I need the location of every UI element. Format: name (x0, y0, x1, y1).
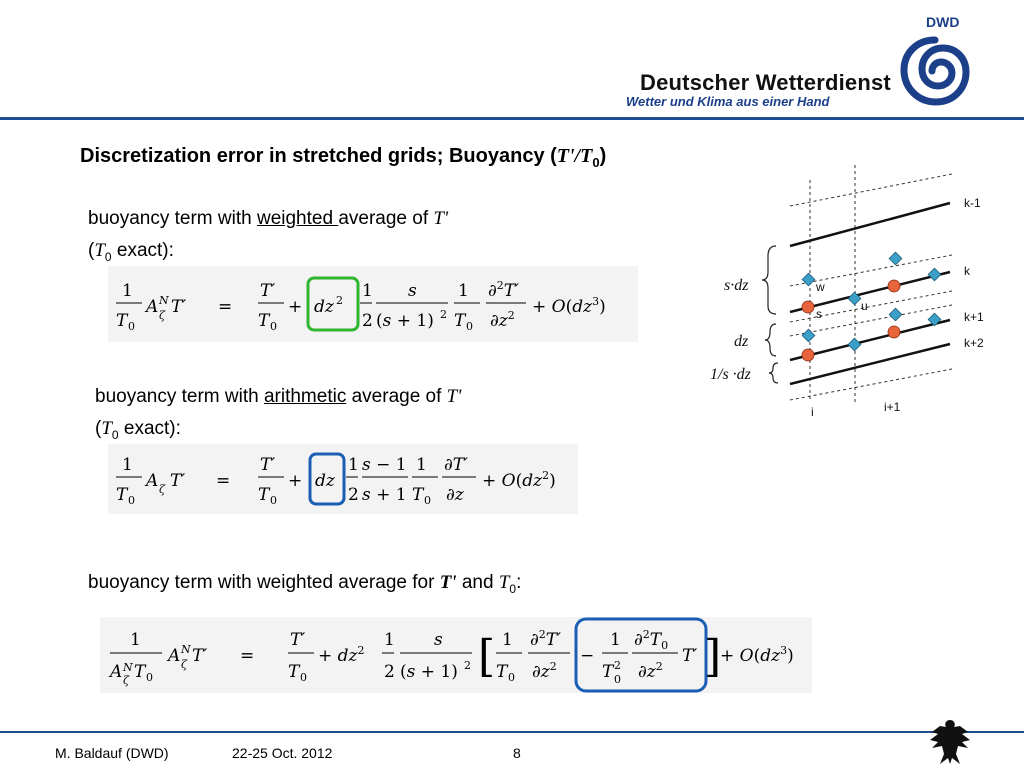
svg-text:0: 0 (270, 320, 277, 333)
brace-s-dz (762, 246, 776, 314)
svg-text:0: 0 (614, 673, 621, 686)
svg-text:dz: dz (315, 471, 335, 491)
org-name: Deutscher Wetterdienst (640, 70, 891, 95)
svg-text:1: 1 (362, 281, 373, 301)
section2-paren: ( (95, 418, 102, 439)
svg-text:(s + 1): (s + 1) (376, 311, 434, 331)
section2-symbol: T' (446, 386, 462, 407)
column-label-i-plus-1: i+1 (884, 400, 901, 414)
svg-text:∂z2: $\partial z^2$ (532, 660, 557, 682)
svg-text:0: 0 (146, 671, 153, 684)
level-line-k-plus-2 (790, 344, 950, 384)
level-label-k-plus-1: k+1 (964, 310, 984, 324)
svg-text:s − 1: s − 1 (362, 455, 407, 475)
grid-point (889, 252, 902, 265)
svg-text:−: − (580, 646, 595, 666)
svg-text:T: T (454, 311, 466, 331)
section3-colon: : (516, 572, 522, 593)
section3-text-b: and (456, 572, 499, 593)
section1-symbol: T' (433, 208, 449, 229)
section1-underlined: weighted (256, 208, 339, 229)
svg-text:1: 1 (384, 630, 395, 650)
formula-3 (100, 617, 812, 693)
spacing-label-s-dz: s·dz (724, 277, 749, 294)
level-line-k-1 (790, 203, 950, 246)
grid-point (888, 326, 900, 338)
section1-line2 (88, 240, 174, 264)
svg-text:T′: T′ (192, 646, 208, 666)
section3-text-a: buoyancy term with weighted average for (88, 572, 440, 593)
section2-t0: T (101, 418, 112, 439)
title-suffix: ) (599, 145, 607, 167)
grid-point (889, 308, 902, 321)
svg-text:T: T (288, 662, 300, 682)
svg-text:+ dz2: + $dz^2$ (318, 644, 365, 666)
svg-text:∂2T0: $\partial^2T_0$ (634, 628, 669, 652)
section2-text-b: average of (346, 386, 447, 407)
federal-eagle-icon (928, 718, 972, 766)
section1-t0: T (94, 240, 105, 261)
svg-text:T: T (258, 485, 270, 505)
svg-text:s: s (434, 630, 443, 650)
svg-text:(s + 1): (s + 1) (400, 662, 458, 682)
svg-text:0: 0 (424, 494, 431, 507)
column-label-i: i (811, 405, 814, 419)
svg-text:A: A (146, 471, 159, 491)
title-subscript: 0 (592, 155, 600, 170)
footer-author: M. Baldauf (DWD) (55, 745, 169, 761)
half-level-line (790, 255, 952, 286)
svg-text:2: 2 (440, 308, 447, 321)
dwd-logo-icon (898, 32, 972, 108)
section2-underlined: arithmetic (263, 386, 347, 407)
svg-text:2: 2 (336, 294, 343, 307)
svg-text:+: + (288, 297, 303, 317)
svg-text:T′: T′ (260, 455, 276, 475)
svg-text:+ O(dz3): + $O(dz^3)$ (532, 295, 606, 317)
formula-2 (108, 444, 578, 514)
svg-text:T′: T′ (682, 646, 698, 666)
org-tagline: Wetter und Klima aus einer Hand (626, 94, 830, 109)
half-level-line (790, 369, 952, 400)
svg-text:[: [ (478, 631, 496, 682)
level-label-k-1: k-1 (964, 196, 981, 210)
svg-text:T′: T′ (170, 471, 186, 491)
point-label-s: s (816, 307, 822, 321)
section1-paren: ( (88, 240, 95, 261)
level-label-k: k (964, 264, 970, 278)
svg-text:1: 1 (130, 630, 141, 650)
svg-text:A: A (110, 662, 123, 682)
svg-text:]: ] (704, 631, 722, 682)
spacing-label-dz: dz (734, 333, 749, 350)
svg-text:2: 2 (362, 311, 373, 331)
level-label-k-plus-2: k+2 (964, 336, 984, 350)
footer-date: 22-25 Oct. 2012 (232, 745, 333, 761)
section2-line1 (95, 386, 461, 408)
svg-text:∂z2: $\partial z^2$ (490, 309, 515, 331)
section1-text-b: average of (338, 208, 434, 229)
section3-symbol: T' (439, 572, 457, 593)
svg-text:T: T (496, 662, 508, 682)
half-level-line (790, 174, 952, 206)
logo-abbreviation: DWD (926, 14, 960, 30)
svg-text:=: = (218, 297, 233, 317)
svg-text:∂T′: ∂T′ (444, 455, 468, 475)
svg-text:0: 0 (466, 320, 473, 333)
grid-point-w (802, 273, 815, 286)
section1-line1 (88, 208, 448, 230)
point-label-w: w (816, 280, 825, 294)
svg-text:0: 0 (300, 671, 307, 684)
svg-text:T′: T′ (290, 630, 306, 650)
slide-title (80, 145, 606, 170)
svg-text:+ O(dz3): + $O(dz^3)$ (720, 644, 794, 666)
svg-text:T: T (258, 311, 270, 331)
svg-text:ζ: ζ (159, 309, 165, 322)
svg-text:=: = (240, 646, 255, 666)
section1-text-a: buoyancy term with (88, 208, 257, 229)
svg-text:ζ: ζ (181, 658, 187, 671)
section3-line (88, 572, 521, 596)
section3-t0: T (498, 572, 510, 593)
brace-one-over-s-dz (769, 363, 778, 383)
svg-text:∂2T′: ∂$^2$T′ (488, 279, 519, 301)
svg-text:+: + (288, 471, 303, 491)
grid-point (888, 280, 900, 292)
formula-1 (108, 266, 638, 342)
section2-line2 (95, 418, 181, 442)
svg-text:s: s (408, 281, 417, 301)
svg-text:N: N (181, 643, 191, 656)
svg-text:T: T (134, 662, 146, 682)
svg-text:T: T (412, 485, 424, 505)
svg-text:∂2T′: ∂$^2$T′ (530, 628, 561, 650)
svg-text:1: 1 (416, 455, 427, 475)
svg-text:∂z: ∂z (446, 485, 464, 505)
svg-text:N: N (159, 294, 169, 307)
svg-text:0: 0 (270, 494, 277, 507)
grid-point (928, 268, 941, 281)
stretched-grid-diagram (690, 160, 1010, 430)
svg-text:1: 1 (458, 281, 469, 301)
svg-text:2: 2 (464, 659, 471, 672)
svg-text:T′: T′ (260, 281, 276, 301)
svg-text:s + 1: s + 1 (362, 485, 407, 505)
svg-text:1: 1 (502, 630, 513, 650)
svg-text:ζ: ζ (159, 483, 165, 496)
grid-point (848, 338, 861, 351)
section2-t0-sub: 0 (111, 427, 119, 442)
svg-text:1: 1 (122, 455, 133, 475)
svg-text:dz: dz (314, 297, 334, 317)
grid-point-s (802, 301, 814, 313)
svg-text:+ O(dz2): + $O(dz^2)$ (482, 469, 556, 491)
svg-text:T: T (602, 662, 614, 682)
section2-exact: exact): (118, 418, 181, 439)
footer-page-number: 8 (513, 745, 521, 761)
section3-t0-sub: 0 (509, 581, 517, 596)
svg-text:0: 0 (508, 671, 515, 684)
section1-exact: exact): (111, 240, 174, 261)
grid-point (802, 329, 815, 342)
footer-divider (0, 731, 1024, 733)
svg-text:ζ: ζ (123, 674, 129, 687)
svg-text:2: 2 (384, 662, 395, 682)
title-symbol: T'/T (556, 145, 593, 167)
svg-text:0: 0 (128, 320, 135, 333)
half-level-line (790, 305, 952, 336)
svg-text:T: T (116, 485, 128, 505)
header-divider (0, 117, 1024, 120)
brace-dz (765, 324, 776, 356)
svg-text:A: A (168, 646, 181, 666)
section1-t0-sub: 0 (104, 249, 112, 264)
svg-text:T: T (116, 311, 128, 331)
svg-text:1: 1 (610, 630, 621, 650)
svg-text:1: 1 (348, 455, 359, 475)
svg-text:=: = (216, 471, 231, 491)
svg-text:N: N (123, 661, 133, 674)
svg-text:∂z2: $\partial z^2$ (638, 660, 663, 682)
svg-text:1: 1 (122, 281, 133, 301)
point-label-u: u (861, 299, 868, 313)
title-prefix: Discretization error in stretched grids; Buoyancy ( (80, 145, 557, 167)
svg-text:A: A (146, 297, 159, 317)
svg-text:T′: T′ (171, 297, 187, 317)
svg-text:2: 2 (348, 485, 359, 505)
grid-point (802, 349, 814, 361)
svg-text:0: 0 (128, 494, 135, 507)
spacing-label-one-over-s-dz: 1/s ·dz (710, 366, 751, 383)
section2-text-a: buoyancy term with (95, 386, 264, 407)
svg-text:2: 2 (614, 659, 621, 672)
